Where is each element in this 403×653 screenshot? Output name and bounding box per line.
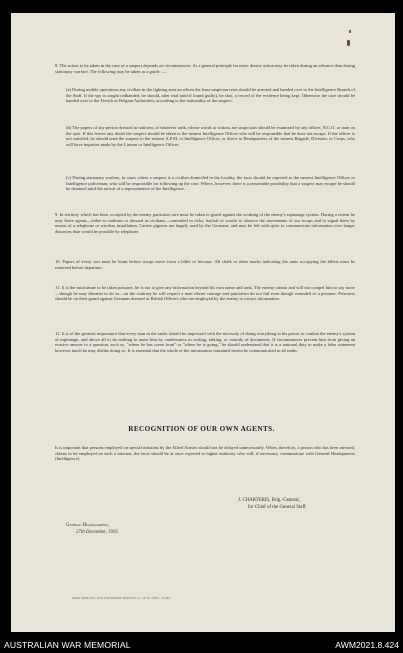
agents-paragraph: It is important that persons employed on special missions by the Allied Armies should not be delayed unnecessarily. When, therefore, a person who has been arrested, claims to be employed on such a mission, the facts should be at once reported to higher authority who will, if necessary, communicate with General Headquarters (Intelligence).	[55, 445, 355, 462]
headquarters-block	[66, 523, 119, 536]
section-heading: RECOGNITION OF OUR OWN AGENTS.	[128, 425, 275, 433]
paragraph-8c: (c) During stationary warfare, in cases where a suspect is a civilian domiciled in the locality, the facts should be reported to the nearest Intelligence Officer or Intelligence policeman, who will be responsible for following up the case. Where, however, there is a reasonable possibility that a suspect may escape he should be detained until the arrival of a representative of the Intelligence.	[66, 175, 355, 192]
paragraph-8b: (b) The papers of any person dressed in uniform, of whatever rank, whose words or actions are suspicious should be examined by any officer, N.C.O. or man on the spot. If this leaves any doubt the suspect should be taken to the nearest Intelligence Officer who will be responsible that he does not escape. If the officer is not satisfied, he should send the suspect to the nearest A.P.M. or Intelligence Officer, or direct to Headquarters of the nearest Brigade, Division, or Corps, who will have inquiries made by the Liaison or Intelligence Officer.	[66, 125, 355, 148]
archive-footer-bar	[0, 638, 403, 653]
catalogue-number: AWM2021.8.424	[335, 640, 399, 650]
paragraph-8a: (a) During mobile operations any civilian in the fighting area on whom the least suspicion rests should be arrested and handed over to the Intelligence Branch of the Staff. If the spy is caught redhanded, he should, after trial (and if found guilty), be shot, a record of the evidence being kept. Otherwise the case should be handed over to the French or Belgian Authorities, according to the nationality of the suspect.	[66, 87, 355, 104]
paragraph-10: 10. Papers of every sort must be burnt before troops move from a billet or bivouac. All chalk or other marks indicating the units occupying the billets must be removed before departure.	[55, 259, 355, 270]
paragraph-12: 12. It is of the greatest importance that every man in the ranks should be impressed with the necessity of doing everything in his power to combat the enemy's system of espionage, and above all to do nothing to assist him by carelessness in writing, talking, or custody of documents. If circumstances prevent him from giving an evasive answer to a question, such as, "where he has come from" or "where he is going," he should understand that it is a national duty to make a false statement however much he may dislike doing so. It is essential that the whole of the information contained herein be communicated to all ranks.	[55, 331, 355, 354]
staple-mark	[349, 30, 351, 33]
signature-block	[238, 498, 307, 511]
paragraph-11: 11. It is the misfortune to be taken prisoner, he is not to give any information beyond his own name and rank. The enemy cannot and will not compel him to say more—though he may threaten to do so—on the contrary he will respect a man whose courage and patriotism do not fail even though wounded or a prisoner. Prisoners should be on their guard against Germans dressed as British Officers who are employed by the enemy to extract information.	[55, 285, 355, 302]
archive-name: AUSTRALIAN WAR MEMORIAL	[4, 640, 131, 650]
document-date: 27th December, 1916.	[76, 529, 119, 535]
paragraph-8: 8. The action to be taken in the case of a suspect depends on circumstances. As a general principle far more drastic action may be taken during an advance than during stationary warfare. The following may be taken as a guide :—	[55, 63, 355, 74]
signature-title: for Chief of the General Staff.	[248, 504, 307, 510]
paragraph-9: 9. In territory which has been occupied by the enemy particular care must be taken to guard against the working of the enemy's espionage system. During a retreat he may leave agents—either in uniform or dressed as civilians—concealed in ricks, hayloft or woods to observe the movements of our troops and to signal them by means of a telephone or wireless installation. Carrier pigeons are largely used by the Germans, and may be left with spies to communicate information over longer distances than would be possible by telephone.	[55, 212, 355, 235]
printer-imprint: ARMY PRINTING AND STATIONERY SERVICES A—12/16—9829—11,000.	[72, 597, 171, 600]
signature-name: J. CHARTERIS, Brig.-General,	[238, 498, 300, 503]
document-sheet	[11, 13, 395, 632]
pin-mark	[347, 40, 350, 46]
headquarters-label: General Headquarters,	[66, 523, 110, 528]
